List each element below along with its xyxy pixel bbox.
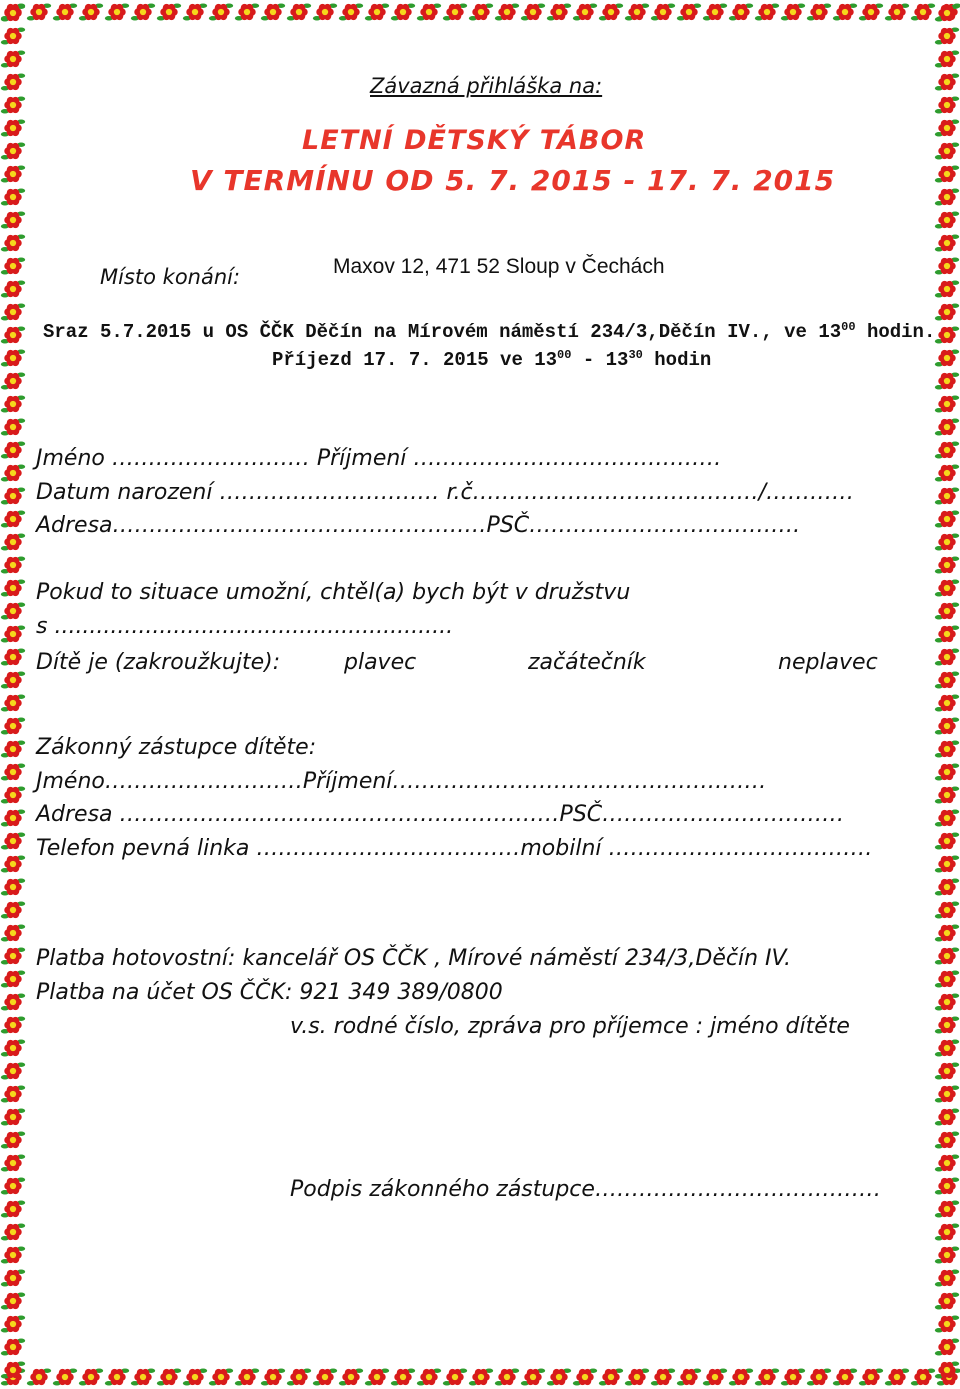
flower-icon <box>935 1108 959 1125</box>
flower-icon <box>935 418 959 435</box>
flower-icon <box>935 1200 959 1217</box>
child-adresa-field[interactable]: …………………………………………… <box>112 513 487 538</box>
flower-icon <box>1 27 25 44</box>
flower-icon <box>781 1368 805 1385</box>
camp-title-line1: LETNÍ DĚTSKÝ TÁBOR <box>302 125 647 156</box>
child-adresa-label: Adresa <box>36 513 113 538</box>
flower-icon <box>935 1223 959 1240</box>
flower-icon <box>1 1177 25 1194</box>
flower-icon <box>755 1368 779 1385</box>
flower-icon <box>521 3 545 20</box>
flower-icon <box>1 234 25 251</box>
flower-icon <box>547 1368 571 1385</box>
flower-icon <box>935 809 959 826</box>
flower-icon <box>365 3 389 20</box>
flower-icon <box>209 3 233 20</box>
flower-icon <box>1 671 25 688</box>
child-birth-row: Datum narození ………………………… r.č…………………………………/………… <box>36 480 855 505</box>
flower-icon <box>209 1368 233 1385</box>
flower-icon <box>495 3 519 20</box>
flower-icon <box>935 188 959 205</box>
flower-icon <box>261 1368 285 1385</box>
flower-icon <box>781 3 805 20</box>
flower-icon <box>935 947 959 964</box>
child-rc-field[interactable]: ………………………………… <box>472 480 759 505</box>
flower-icon <box>1 257 25 274</box>
flower-icon <box>1 786 25 803</box>
flower-icon <box>729 1368 753 1385</box>
flower-icon <box>1 648 25 665</box>
child-datum-label: Datum narození <box>36 480 213 505</box>
flower-border-bottom <box>0 1365 960 1389</box>
flower-icon <box>935 464 959 481</box>
flower-icon <box>313 3 337 20</box>
flower-icon <box>935 740 959 757</box>
flower-icon <box>935 579 959 596</box>
flower-icon <box>1 556 25 573</box>
flower-icon <box>1 855 25 872</box>
flower-icon <box>935 50 959 67</box>
swim-option-neplavec[interactable]: neplavec <box>778 650 878 675</box>
flower-icon <box>859 3 883 20</box>
flower-icon <box>935 395 959 412</box>
flower-icon <box>1 1246 25 1263</box>
flower-icon <box>469 3 493 20</box>
flower-icon <box>365 1368 389 1385</box>
flower-icon <box>935 625 959 642</box>
flower-icon <box>1 993 25 1010</box>
guardian-telefon-field[interactable]: ……………………………… <box>249 836 521 861</box>
child-psc-label: PSČ <box>486 513 530 538</box>
flower-icon <box>391 3 415 20</box>
flower-icon <box>157 1368 181 1385</box>
form-heading: Závazná přihláška na: <box>370 74 603 98</box>
flower-icon <box>1 50 25 67</box>
flower-icon <box>935 234 959 251</box>
flower-icon <box>1 1200 25 1217</box>
flower-icon <box>935 1085 959 1102</box>
flower-icon <box>1 947 25 964</box>
guardian-psc-field[interactable]: …………………………… <box>602 802 845 827</box>
child-name-row <box>36 446 721 471</box>
signature-field[interactable]: ………………………………… <box>594 1177 881 1202</box>
flower-icon <box>703 3 727 20</box>
flower-icon <box>677 1368 701 1385</box>
guardian-phone-row <box>36 836 873 861</box>
flower-icon <box>885 1368 909 1385</box>
flower-icon <box>935 901 959 918</box>
flower-icon <box>935 119 959 136</box>
flower-icon <box>935 280 959 297</box>
guardian-heading: Zákonný zástupce dítěte: <box>36 735 317 760</box>
flower-icon <box>935 556 959 573</box>
flower-icon <box>599 3 623 20</box>
flower-icon <box>651 1368 675 1385</box>
flower-icon <box>935 602 959 619</box>
child-prijmeni-label: Příjmení <box>316 446 407 471</box>
flower-icon <box>53 1368 77 1385</box>
child-prijmeni-field[interactable]: …………………………………… <box>413 446 722 471</box>
guardian-adresa-field[interactable]: …………………………………………………… <box>112 802 560 827</box>
guardian-mobilni-field[interactable]: ……………………………… <box>601 836 873 861</box>
guardian-adresa-label: Adresa <box>36 802 113 827</box>
flower-icon <box>235 1368 259 1385</box>
flower-icon <box>573 3 597 20</box>
flower-icon <box>935 694 959 711</box>
flower-icon <box>703 1368 727 1385</box>
swim-option-plavec[interactable]: plavec <box>344 650 417 675</box>
flower-icon <box>935 1062 959 1079</box>
guardian-prijmeni-field[interactable]: …………………………………………… <box>392 769 767 794</box>
flower-icon <box>833 1368 857 1385</box>
flower-border-top <box>0 0 960 24</box>
child-rc-label: r.č <box>446 480 473 505</box>
meeting-line1: Sraz 5.7.2015 u OS ČČK Děčín na Mírovém náměstí 234/3,Děčín IV., ve $13^{00}$ hodin. <box>43 320 936 343</box>
flower-icon <box>1 211 25 228</box>
flower-icon <box>157 3 181 20</box>
flower-icon <box>235 3 259 20</box>
flower-icon <box>1 349 25 366</box>
flower-icon <box>625 1368 649 1385</box>
flower-icon <box>1 326 25 343</box>
flower-icon <box>1 1108 25 1125</box>
flower-icon <box>27 3 51 20</box>
guardian-telefon-label: Telefon pevná linka <box>36 836 250 861</box>
flower-icon <box>677 3 701 20</box>
flower-icon <box>1 763 25 780</box>
flower-icon <box>1 142 25 159</box>
guardian-address-row <box>36 802 844 827</box>
signature-label: Podpis zákonného zástupce <box>290 1177 595 1202</box>
payment-cash: Platba hotovostní: kancelář OS ČČK , Mírové náměstí 234/3,Děčín IV. <box>36 946 792 971</box>
flower-icon <box>131 1368 155 1385</box>
flower-icon <box>935 1338 959 1355</box>
flower-icon <box>935 487 959 504</box>
flower-icon <box>183 3 207 20</box>
flower-icon <box>935 763 959 780</box>
flower-icon <box>599 1368 623 1385</box>
flower-icon <box>807 1368 831 1385</box>
flower-icon <box>755 3 779 20</box>
flower-icon <box>807 3 831 20</box>
child-psc-field[interactable]: ……………………………… <box>529 513 794 538</box>
flower-icon <box>935 1016 959 1033</box>
flower-icon <box>935 855 959 872</box>
flower-icon <box>1 165 25 182</box>
flower-icon <box>859 1368 883 1385</box>
swim-option-zacatecnik[interactable]: začátečník <box>528 650 646 675</box>
flower-icon <box>1 372 25 389</box>
flower-icon <box>1 809 25 826</box>
flower-icon <box>1 4 25 21</box>
flower-icon <box>1 1361 25 1378</box>
flower-icon <box>1 1062 25 1079</box>
flower-icon <box>573 1368 597 1385</box>
flower-icon <box>935 1269 959 1286</box>
child-rc-suffix-field[interactable]: ………… <box>766 480 855 505</box>
flower-icon <box>935 1361 959 1378</box>
flower-icon <box>287 3 311 20</box>
flower-icon <box>935 970 959 987</box>
flower-icon <box>1 303 25 320</box>
group-row: s ......................................................... <box>36 614 454 639</box>
swim-prompt: Dítě je (zakroužkujte): <box>36 650 281 675</box>
flower-icon <box>1 970 25 987</box>
flower-icon <box>1 1338 25 1355</box>
flower-icon <box>79 3 103 20</box>
flower-icon <box>1 96 25 113</box>
flower-icon <box>1 487 25 504</box>
signature-row <box>290 1177 881 1202</box>
flower-icon <box>911 1368 935 1385</box>
flower-icon <box>105 3 129 20</box>
flower-icon <box>729 3 753 20</box>
group-prompt: Pokud to situace umožní, chtěl(a) bych být v družstvu <box>36 580 631 605</box>
flower-icon <box>417 3 441 20</box>
flower-icon <box>1 901 25 918</box>
flower-icon <box>935 510 959 527</box>
flower-icon <box>1 1315 25 1332</box>
flower-icon <box>79 1368 103 1385</box>
flower-border-left <box>0 0 26 1389</box>
flower-icon <box>469 1368 493 1385</box>
flower-icon <box>27 1368 51 1385</box>
flower-icon <box>339 1368 363 1385</box>
guardian-prijmeni-label: Příjmení <box>302 769 393 794</box>
flower-icon <box>1 73 25 90</box>
guardian-jmeno-field[interactable]: ……………………… <box>104 769 303 794</box>
flower-icon <box>935 993 959 1010</box>
flower-icon <box>935 4 959 21</box>
flower-icon <box>417 1368 441 1385</box>
flower-icon <box>935 786 959 803</box>
guardian-name-row <box>36 769 766 794</box>
flower-icon <box>287 1368 311 1385</box>
child-address-row: Adresa……………………………………………PSČ………………………………. <box>36 513 801 538</box>
flower-icon <box>1 924 25 941</box>
flower-icon <box>1 1292 25 1309</box>
flower-border-right <box>934 0 960 1389</box>
flower-icon <box>935 73 959 90</box>
guardian-mobilni-label: mobilní <box>520 836 602 861</box>
flower-icon <box>1 188 25 205</box>
flower-icon <box>935 441 959 458</box>
flower-icon <box>935 1154 959 1171</box>
flower-icon <box>1 579 25 596</box>
flower-icon <box>935 303 959 320</box>
flower-icon <box>1 602 25 619</box>
venue-label: Místo konání: <box>100 265 241 289</box>
flower-icon <box>935 27 959 44</box>
flower-icon <box>935 1246 959 1263</box>
group-field[interactable]: ......................................................... <box>47 614 454 639</box>
guardian-jmeno-label: Jméno <box>36 769 105 794</box>
flower-icon <box>183 1368 207 1385</box>
flower-icon <box>313 1368 337 1385</box>
flower-icon <box>935 165 959 182</box>
flower-icon <box>1 533 25 550</box>
flower-icon <box>1 441 25 458</box>
flower-icon <box>339 3 363 20</box>
meeting-line2: Příjezd 17. 7. 2015 ve $13^{00} - 13^{30}$ hodin <box>272 348 712 371</box>
flower-icon <box>935 878 959 895</box>
flower-icon <box>1 694 25 711</box>
flower-icon <box>1 717 25 734</box>
venue-value: Maxov 12, 471 52 Sloup v Čechách <box>333 255 665 278</box>
flower-icon <box>833 3 857 20</box>
flower-icon <box>935 349 959 366</box>
flower-icon <box>1 395 25 412</box>
flower-icon <box>521 1368 545 1385</box>
flower-icon <box>1 280 25 297</box>
flower-icon <box>131 3 155 20</box>
camp-title-line2: V TERMÍNU OD 5. 7. 2015 - 17. 7. 2015 <box>190 164 836 197</box>
flower-icon <box>1 510 25 527</box>
flower-icon <box>105 1368 129 1385</box>
flower-icon <box>495 1368 519 1385</box>
flower-icon <box>935 1177 959 1194</box>
flower-icon <box>1 1131 25 1148</box>
flower-icon <box>935 257 959 274</box>
flower-icon <box>935 211 959 228</box>
flower-icon <box>935 1131 959 1148</box>
flower-icon <box>935 671 959 688</box>
child-datum-field[interactable]: ………………………… <box>219 480 447 505</box>
flower-icon <box>391 1368 415 1385</box>
flower-icon <box>547 3 571 20</box>
flower-icon <box>443 1368 467 1385</box>
payment-note: v.s. rodné číslo, zpráva pro příjemce : jméno dítěte <box>290 1014 850 1039</box>
flower-icon <box>1 464 25 481</box>
flower-icon <box>935 648 959 665</box>
flower-icon <box>1 832 25 849</box>
child-jmeno-label: Jméno <box>36 446 105 471</box>
flower-icon <box>1 1016 25 1033</box>
flower-icon <box>935 1292 959 1309</box>
payment-account: Platba na účet OS ČČK: 921 349 389/0800 <box>36 980 503 1005</box>
flower-icon <box>935 1039 959 1056</box>
flower-icon <box>935 142 959 159</box>
flower-icon <box>1 418 25 435</box>
flower-icon <box>911 3 935 20</box>
flower-icon <box>935 372 959 389</box>
child-jmeno-field[interactable]: ……………………… <box>111 446 317 471</box>
flower-icon <box>1 1039 25 1056</box>
flower-icon <box>1 878 25 895</box>
flower-icon <box>1 625 25 642</box>
flower-icon <box>935 326 959 343</box>
flower-icon <box>885 3 909 20</box>
flower-icon <box>935 1315 959 1332</box>
flower-icon <box>1 1223 25 1240</box>
flower-icon <box>625 3 649 20</box>
flower-icon <box>1 1154 25 1171</box>
flower-icon <box>443 3 467 20</box>
swim-level-row <box>36 650 878 675</box>
flower-icon <box>53 3 77 20</box>
flower-icon <box>1 740 25 757</box>
flower-icon <box>935 96 959 113</box>
flower-icon <box>935 832 959 849</box>
flower-icon <box>935 924 959 941</box>
flower-icon <box>1 119 25 136</box>
flower-icon <box>651 3 675 20</box>
flower-icon <box>935 533 959 550</box>
flower-icon <box>1 1085 25 1102</box>
flower-icon <box>1 1269 25 1286</box>
guardian-psc-label: PSČ <box>559 802 603 827</box>
flower-icon <box>935 717 959 734</box>
flower-icon <box>261 3 285 20</box>
